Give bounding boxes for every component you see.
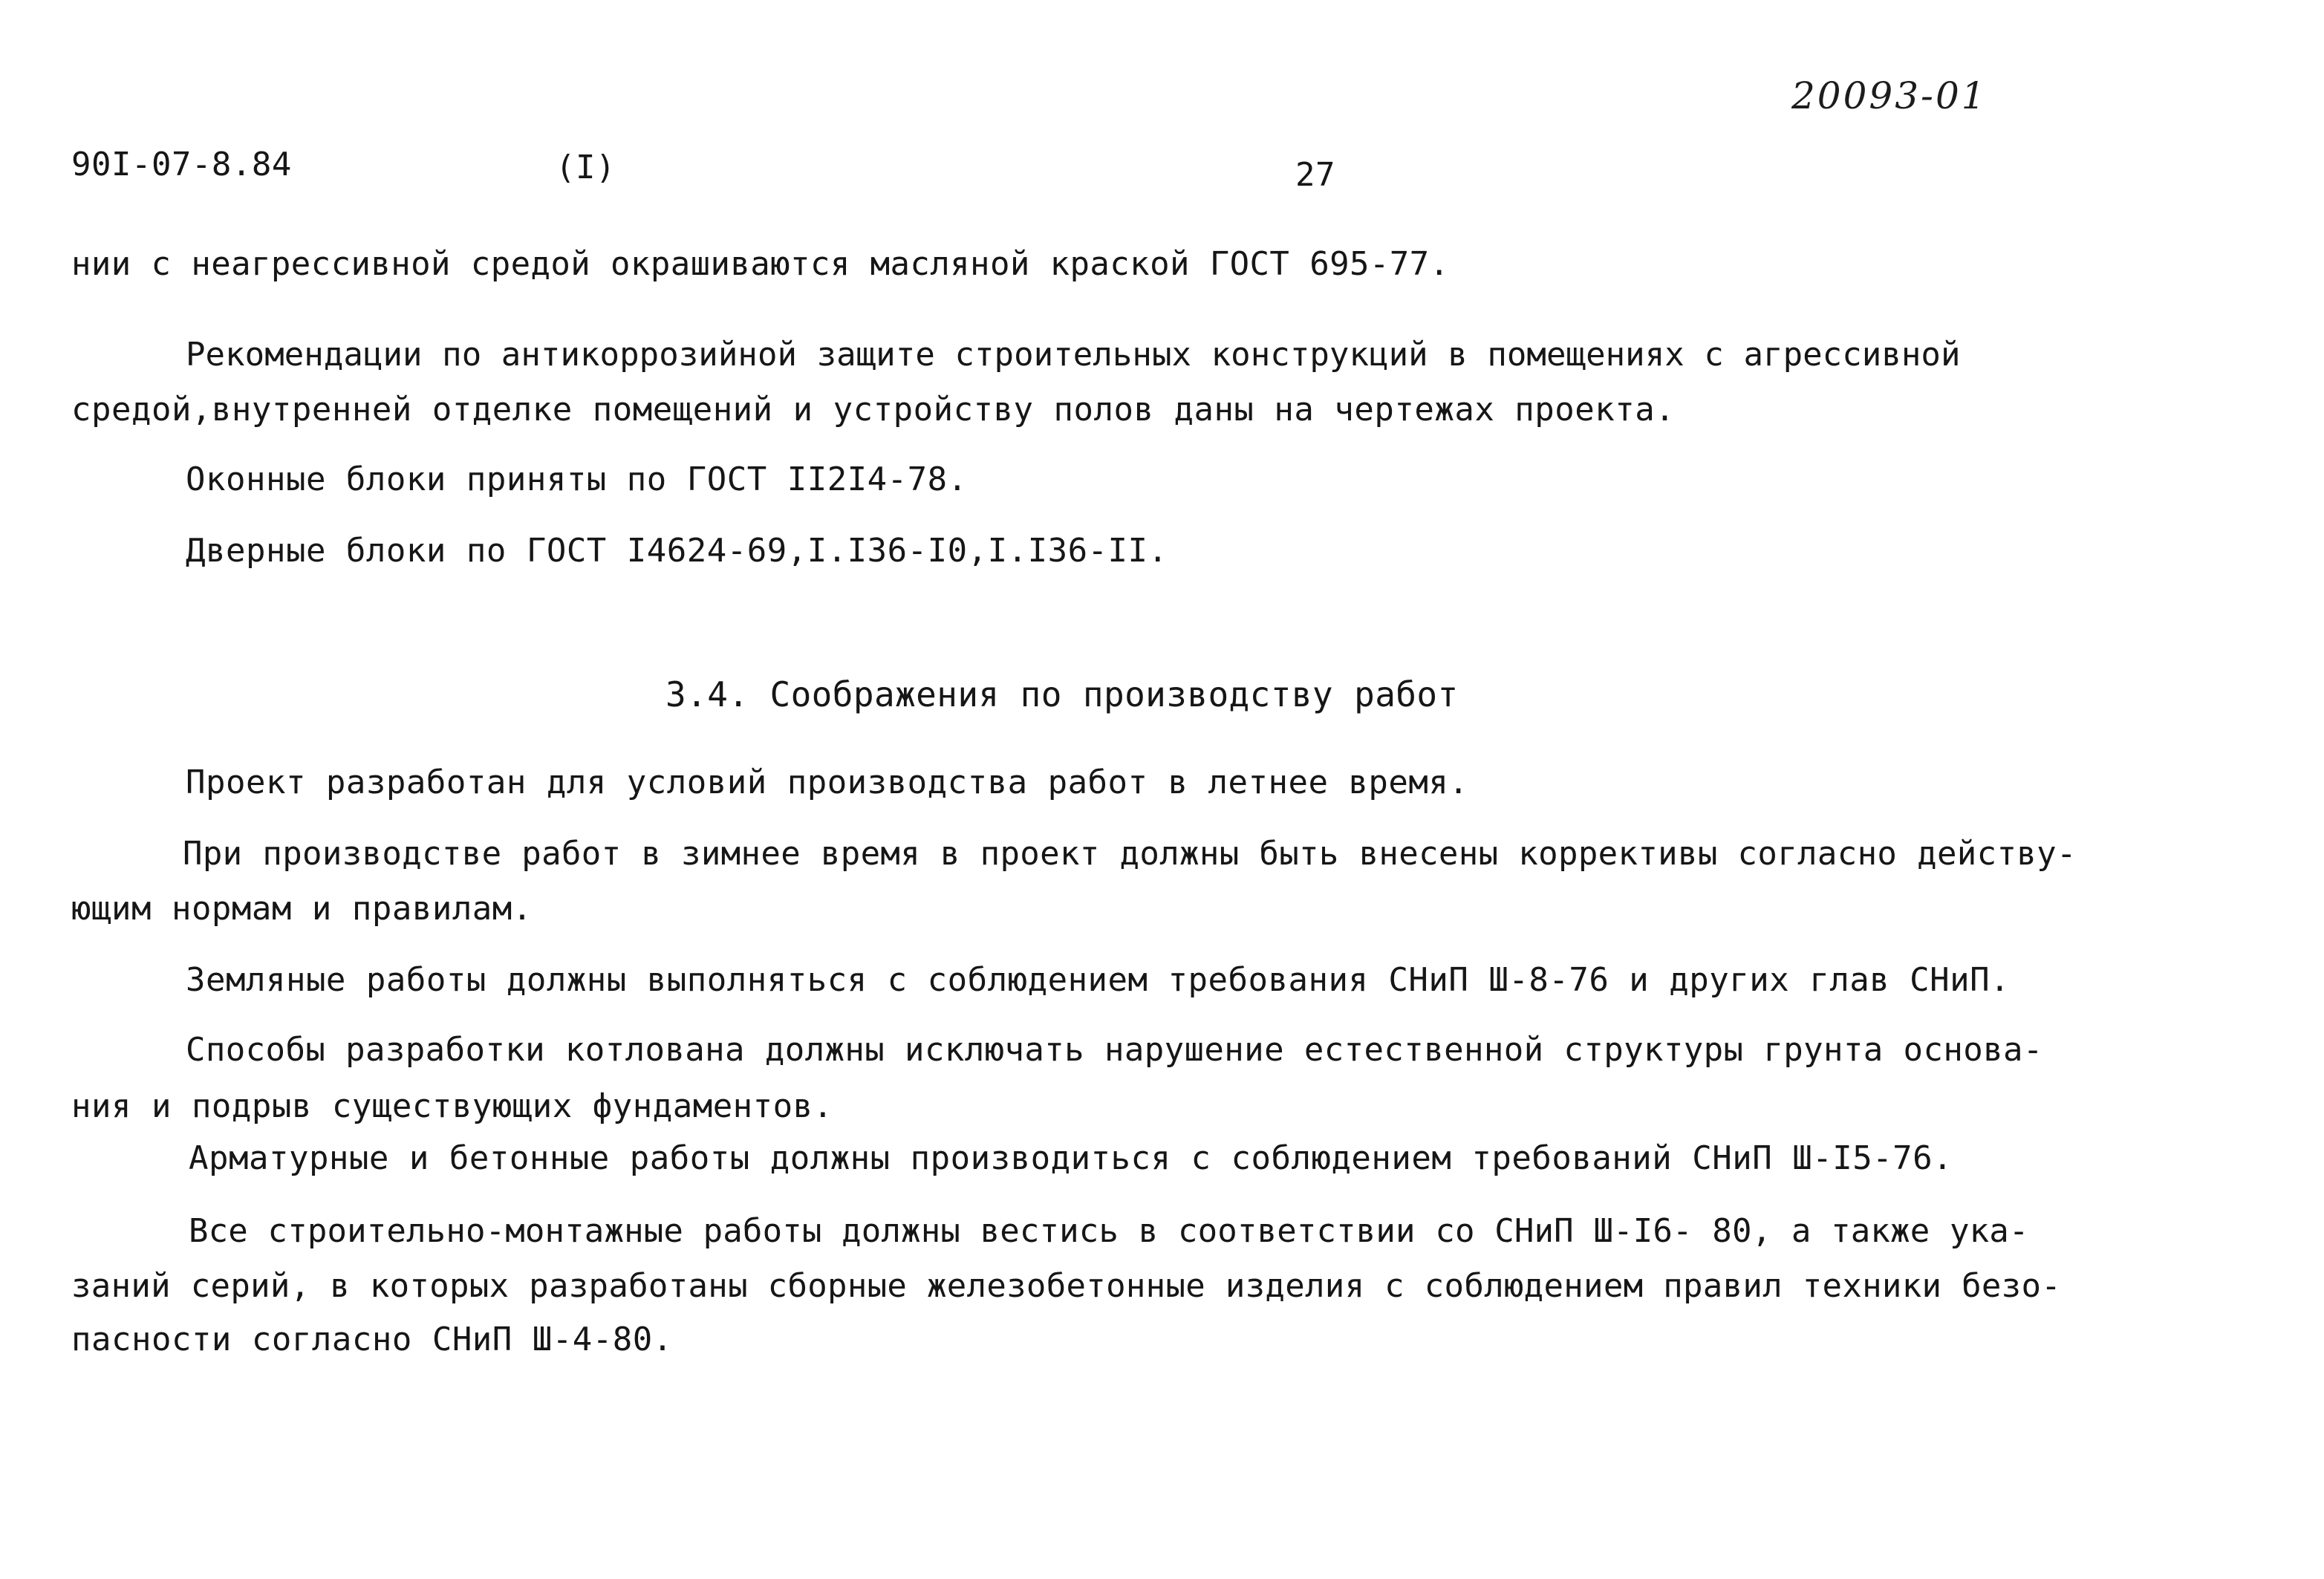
volume-number: (I) <box>556 149 616 186</box>
text-line: Арматурные и бетонные работы должны производиться с соблюдением требований СНиП Ш-I5-76. <box>189 1139 1953 1177</box>
text-line: Способы разработки котлована должны исключать нарушение естественной структуры грунта основа- <box>186 1031 2043 1069</box>
section-heading: 3.4. Соображения по производству работ <box>665 674 1459 714</box>
document-code: 90I-07-8.84 <box>71 146 292 183</box>
text-line: ющим нормам и правилам. <box>71 890 533 928</box>
archive-number: 20093-01 <box>1791 74 1988 117</box>
text-line: Земляные работы должны выполняться с соблюдением требования СНиП Ш-8-76 и других глав СНиП. <box>186 961 2011 999</box>
text-line: Все строительно-монтажные работы должны вестись в соответствии со СНиП Ш-I6- 80, а также ука- <box>189 1212 2029 1250</box>
text-line: При производстве работ в зимнее время в проект должны быть внесены коррективы согласно действу- <box>183 835 2077 873</box>
text-line: средой,внутренней отделке помещений и устройству полов даны на чертежах проекта. <box>71 391 1676 429</box>
text-line: Рекомендации по антикоррозийной защите строительных конструкций в помещениях с агрессивной <box>186 336 1961 374</box>
text-line: Дверные блоки по ГОСТ I4624-69,I.I36-I0,I.I36-II. <box>186 532 1168 570</box>
text-line: нии с неагрессивной средой окрашиваются масляной краской ГОСТ 695-77. <box>71 245 1450 283</box>
text-line: пасности согласно СНиП Ш-4-80. <box>71 1321 673 1358</box>
text-line: заний серий, в которых разработаны сборные железобетонные изделия с соблюдением правил техники безо- <box>71 1267 2062 1305</box>
text-line: Проект разработан для условий производства работ в летнее время. <box>186 764 1469 801</box>
page-number: 27 <box>1295 156 1335 194</box>
text-line: Оконные блоки приняты по ГОСТ II2I4-78. <box>186 460 968 498</box>
text-line: ния и подрыв существующих фундаментов. <box>71 1087 833 1125</box>
